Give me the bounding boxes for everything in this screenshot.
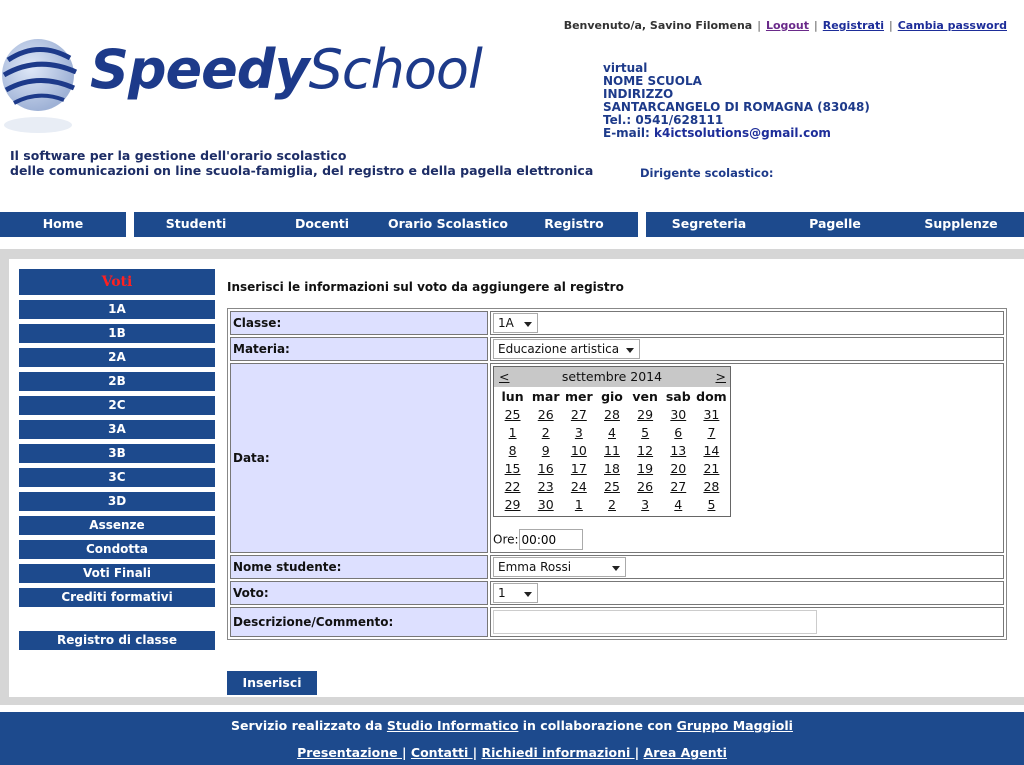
sidebar [19, 269, 215, 655]
calendar-grid [494, 387, 730, 516]
calendar-day[interactable]: 21 [703, 461, 720, 476]
calendar-day[interactable]: 27 [570, 407, 587, 422]
calendar-day[interactable]: 29 [504, 497, 521, 512]
calendar-day[interactable]: 19 [637, 461, 654, 476]
calendar-day[interactable]: 20 [670, 461, 687, 476]
calendar-day[interactable]: 29 [637, 407, 654, 422]
calendar-day[interactable]: 17 [570, 461, 587, 476]
logo-text: SpeedySchool [90, 38, 482, 101]
calendar-day[interactable]: 28 [604, 407, 620, 422]
calendar-day[interactable]: 4 [608, 425, 616, 440]
sidebar-item-voti-finali[interactable]: Voti Finali [19, 564, 215, 583]
calendar-weekday: gio [601, 389, 623, 404]
calendar-day[interactable]: 30 [537, 497, 554, 512]
nav-home[interactable]: Home [42, 216, 84, 231]
sidebar-item-registro-di-classe[interactable]: Registro di classe [19, 631, 215, 650]
calendar-weekday: dom [696, 389, 727, 404]
calendar-day[interactable]: 4 [674, 497, 683, 512]
footer-presentazione-link[interactable]: Presentazione [297, 745, 402, 760]
calendar-day[interactable]: 30 [670, 407, 687, 422]
calendar-day[interactable]: 9 [541, 443, 550, 458]
calendar-day[interactable]: 2 [541, 425, 550, 440]
calendar-day[interactable]: 3 [574, 425, 583, 440]
calendar-day[interactable]: 26 [637, 479, 654, 494]
calendar-day[interactable]: 2 [608, 497, 616, 512]
descrizione-label: Descrizione/Commento: [230, 607, 488, 637]
calendar-day[interactable]: 1 [574, 497, 583, 512]
sidebar-item-crediti-formativi[interactable]: Crediti formativi [19, 588, 215, 607]
calendar-weekday: sab [665, 389, 691, 404]
calendar-day[interactable]: 25 [604, 479, 620, 494]
calendar-day[interactable]: 14 [703, 443, 720, 458]
calendar-day[interactable]: 28 [703, 479, 720, 494]
studio-informatico-link[interactable]: Studio Informatico [386, 718, 519, 733]
chevron-down-icon [524, 592, 532, 597]
studente-select[interactable]: Emma Rossi [493, 557, 626, 577]
calendar-day[interactable]: 16 [537, 461, 554, 476]
logout-link[interactable]: Logout [765, 19, 810, 32]
calendar-day[interactable]: 23 [537, 479, 554, 494]
sidebar-item-3d[interactable]: 3D [19, 492, 215, 511]
sidebar-item-2a[interactable]: 2A [19, 348, 215, 367]
voto-label: Voto: [230, 581, 488, 605]
materia-label: Materia: [230, 337, 488, 361]
school-info: virtual NOME SCUOLA INDIRIZZO SANTARCANGELO DI ROMAGNA (83048) Tel.: 0541/628111 E-mail: k4ictsolutions@gmail.com [603, 61, 870, 140]
tagline: Il software per la gestione dell'orario scolastico delle comunicazioni on line scuola-famiglia, del registro e della pagella elettronica [10, 148, 594, 178]
calendar-next-month[interactable]: > [715, 369, 726, 384]
calendar-day[interactable]: 27 [670, 479, 687, 494]
nav-orario-scolastico[interactable]: Orario Scolastico [387, 216, 509, 231]
calendar-weekday: ven [632, 389, 658, 404]
footer-contatti-link[interactable]: Contatti [410, 745, 473, 760]
data-label: Data: [230, 363, 488, 553]
calendar-day[interactable]: 3 [641, 497, 650, 512]
inserisci-button[interactable]: Inserisci [227, 671, 317, 695]
date-calendar [493, 366, 731, 517]
classe-label: Classe: [230, 311, 488, 335]
calendar-day[interactable]: 18 [604, 461, 620, 476]
sidebar-item-1a[interactable]: 1A [19, 300, 215, 319]
main-nav [0, 212, 1024, 237]
calendar-weekday: mer [565, 389, 593, 404]
calendar-day[interactable]: 24 [570, 479, 587, 494]
ore-row [493, 529, 1003, 550]
calendar-day[interactable]: 7 [707, 425, 716, 440]
calendar-header [494, 367, 730, 387]
sidebar-item-voti[interactable]: Voti [19, 269, 215, 295]
calendar-day[interactable]: 5 [641, 425, 650, 440]
content-area [9, 259, 1024, 697]
nav-pagelle[interactable]: Pagelle [809, 216, 861, 231]
welcome-text: Benvenuto/a, Savino Filomena [563, 19, 753, 32]
sidebar-item-assenze[interactable]: Assenze [19, 516, 215, 535]
calendar-day[interactable]: 13 [670, 443, 687, 458]
nav-segreteria[interactable]: Segreteria [671, 216, 747, 231]
classe-select[interactable]: 1A [493, 313, 538, 333]
nav-docenti[interactable]: Docenti [294, 216, 349, 231]
ore-input[interactable] [519, 529, 583, 550]
calendar-day[interactable]: 12 [637, 443, 654, 458]
sidebar-item-2c[interactable]: 2C [19, 396, 215, 415]
content-frame [0, 249, 1024, 705]
speedyschool-logo[interactable] [0, 30, 480, 135]
sidebar-item-3a[interactable]: 3A [19, 420, 215, 439]
calendar-prev-month[interactable]: < [499, 369, 510, 384]
calendar-day[interactable]: 5 [707, 497, 716, 512]
chevron-down-icon [524, 322, 532, 327]
calendar-weekday: lun [501, 389, 524, 404]
registrati-link[interactable]: Registrati [822, 19, 885, 32]
ore-label: Ore: [493, 532, 519, 547]
nav-studenti[interactable]: Studenti [165, 216, 227, 231]
form-heading: Inserisci le informazioni sul voto da aggiungere al registro [227, 280, 624, 294]
gruppo-maggioli-link[interactable]: Gruppo Maggioli [676, 718, 793, 733]
footer-area-agenti-link[interactable]: Area Agenti [643, 745, 727, 760]
calendar-day[interactable]: 22 [504, 479, 521, 494]
studente-label: Nome studente: [230, 555, 488, 579]
nav-supplenze[interactable]: Supplenze [924, 216, 998, 231]
sidebar-item-2b[interactable]: 2B [19, 372, 215, 391]
calendar-day[interactable]: 6 [674, 425, 683, 440]
school-email-link[interactable]: k4ictsolutions@gmail.com [653, 126, 831, 140]
dirigente-label: Dirigente scolastico: [640, 166, 774, 180]
calendar-day[interactable]: 8 [508, 443, 517, 458]
cambia-password-link[interactable]: Cambia password [897, 19, 1007, 32]
sidebar-item-3b[interactable]: 3B [19, 444, 215, 463]
chevron-down-icon [626, 348, 634, 353]
calendar-day[interactable]: 26 [537, 407, 554, 422]
descrizione-input[interactable] [493, 610, 817, 634]
voto-select[interactable]: 1 [493, 583, 538, 603]
user-bar: Benvenuto/a, Savino Filomena | Logout | Registrati | Cambia password [563, 19, 1007, 32]
sidebar-item-1b[interactable]: 1B [19, 324, 215, 343]
materia-select[interactable]: Educazione artistica [493, 339, 640, 359]
calendar-day[interactable]: 10 [570, 443, 587, 458]
footer-richiedi-informazioni-link[interactable]: Richiedi informazioni [481, 745, 635, 760]
nav-registro[interactable]: Registro [544, 216, 604, 231]
calendar-month-title: settembre 2014 [561, 369, 663, 384]
voto-form [227, 308, 1007, 640]
calendar-day[interactable]: 31 [703, 407, 720, 422]
calendar-day[interactable]: 11 [604, 443, 620, 458]
calendar-day[interactable]: 1 [508, 425, 517, 440]
calendar-day[interactable]: 15 [504, 461, 521, 476]
sidebar-item-condotta[interactable]: Condotta [19, 540, 215, 559]
header [0, 0, 1024, 212]
calendar-day[interactable]: 25 [504, 407, 521, 422]
main-panel [227, 269, 1007, 695]
footer: Servizio realizzato da Studio Informatico in collaborazione con Gruppo Maggioli Presentazione | Contatti | Richiedi informazioni | Area Agenti [0, 712, 1024, 765]
sidebar-item-3c[interactable]: 3C [19, 468, 215, 487]
globe-icon [0, 30, 90, 135]
chevron-down-icon [612, 566, 620, 571]
calendar-weekday: mar [531, 389, 560, 404]
